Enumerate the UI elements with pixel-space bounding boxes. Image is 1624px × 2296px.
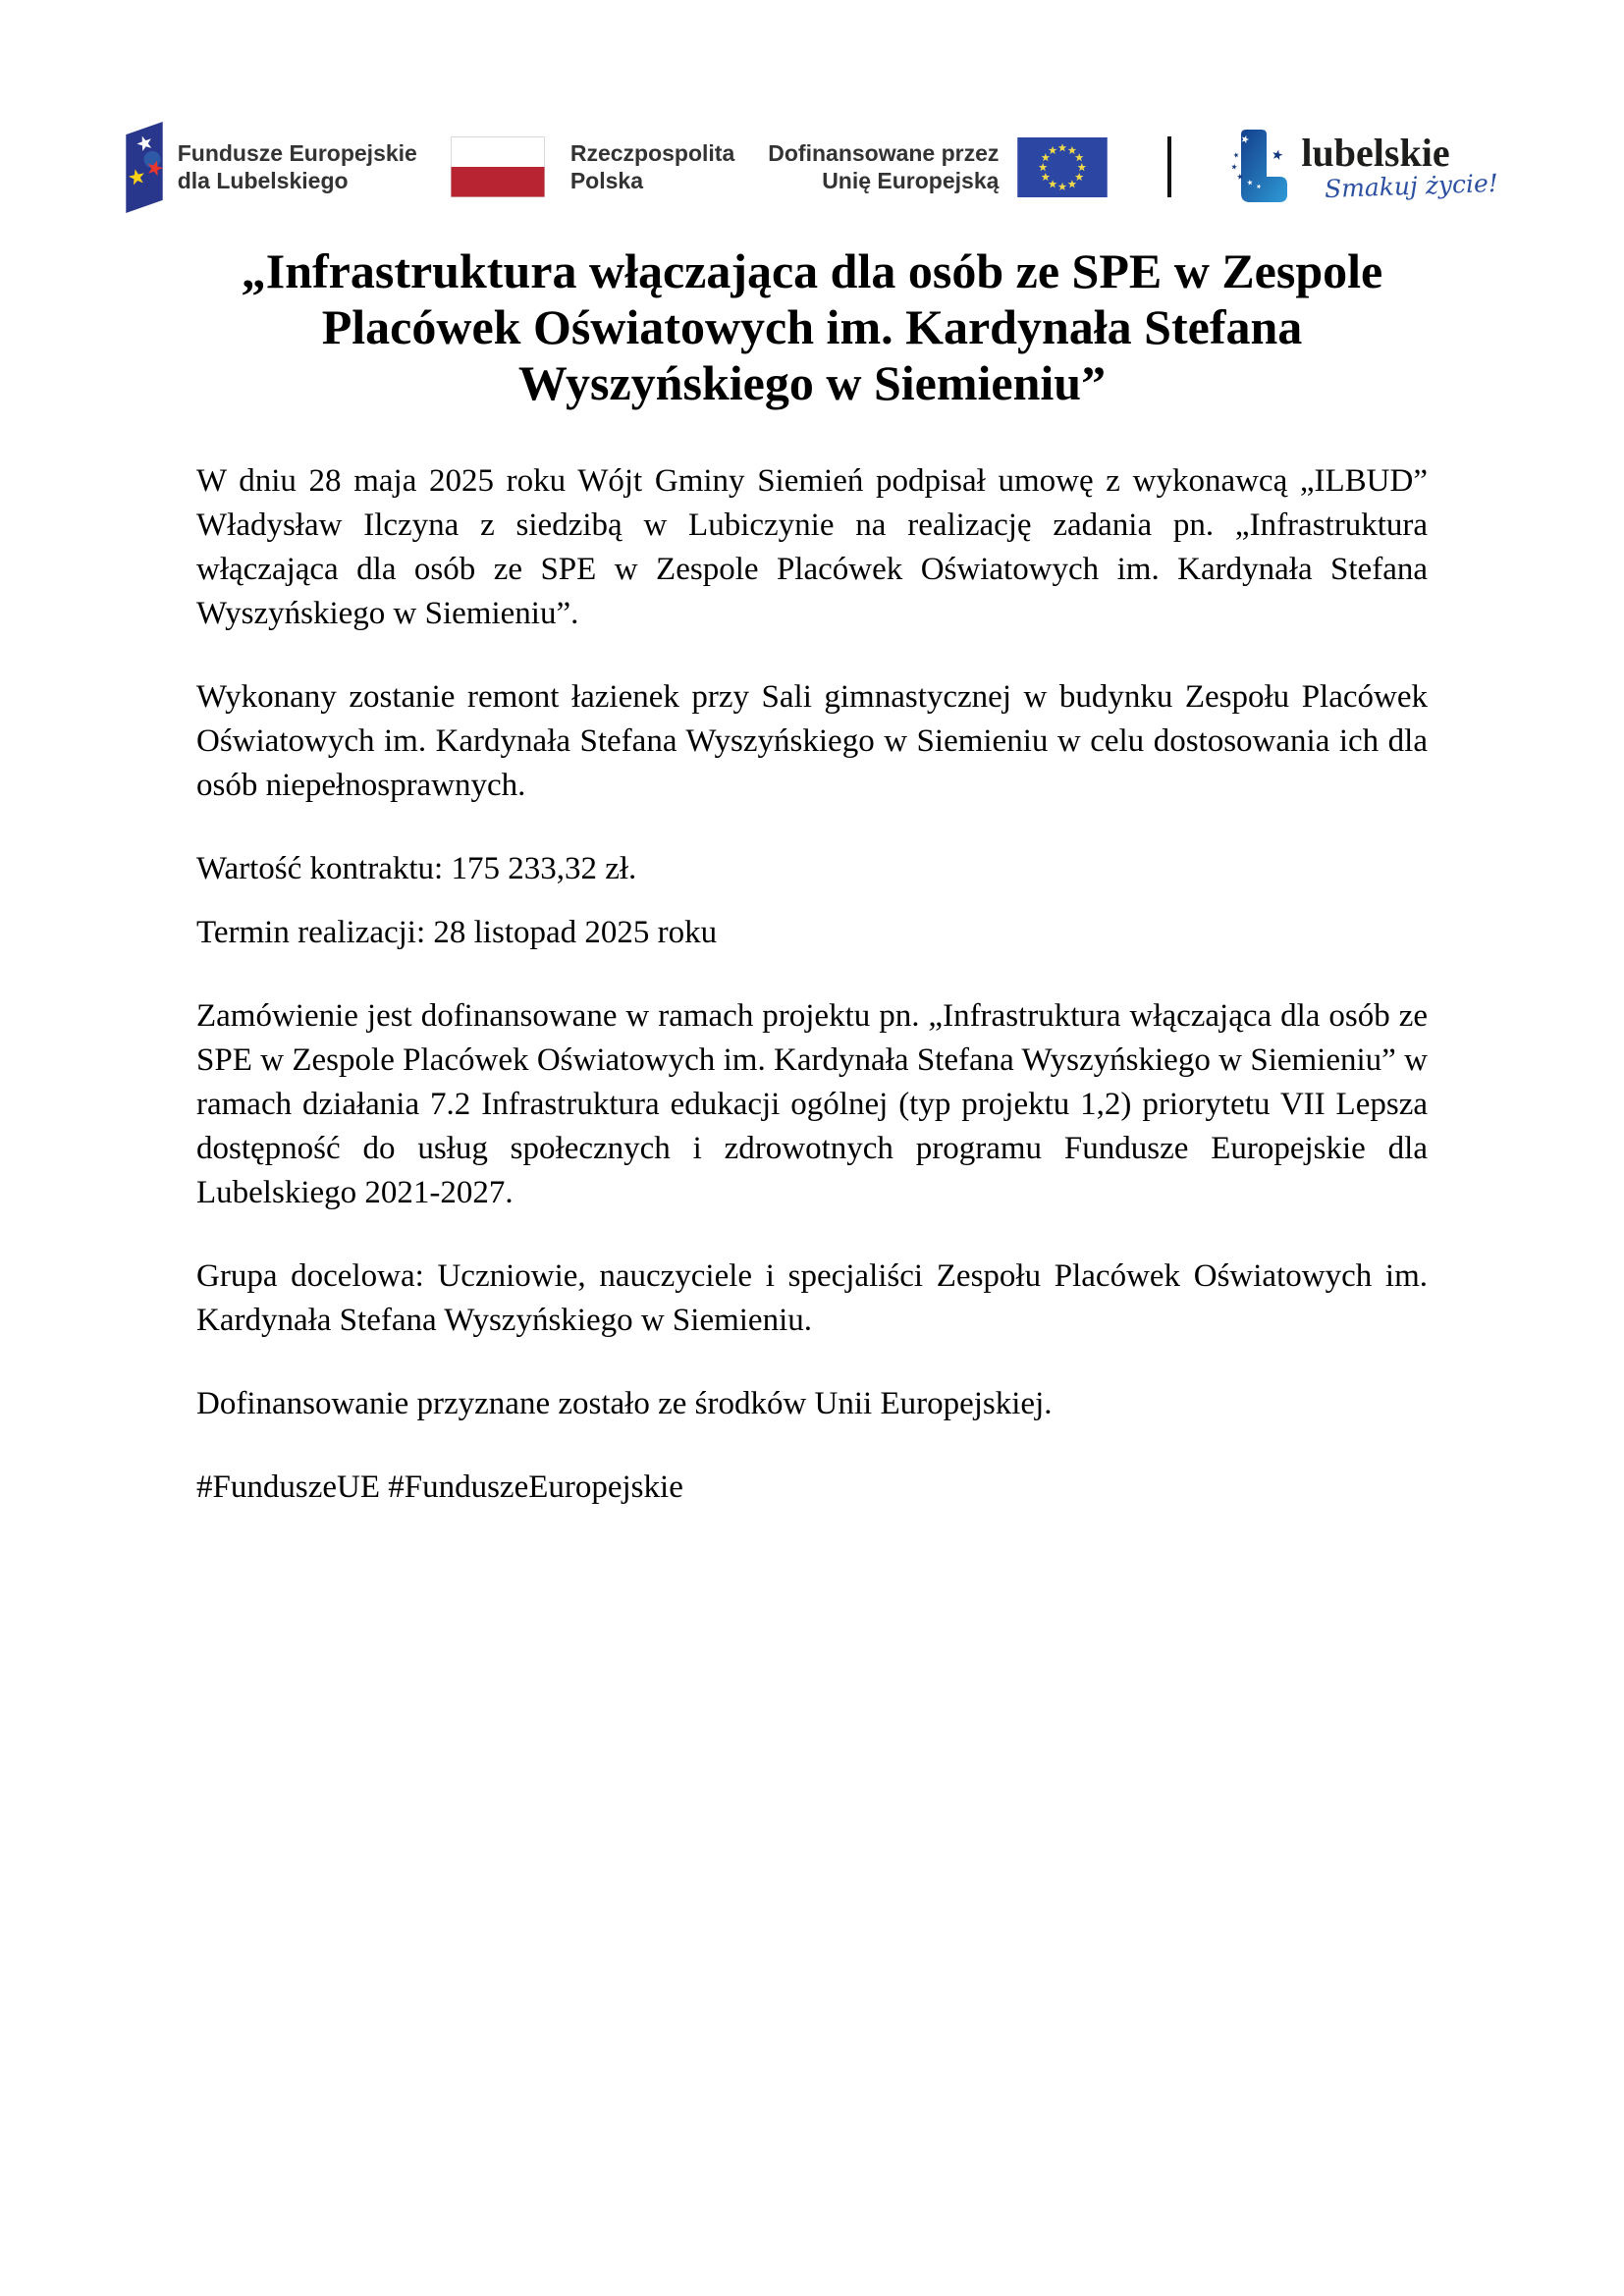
document-title [147,243,1477,411]
lubelskie-name: lubelskie [1301,131,1450,175]
paragraph-funding-project: Zamówienie jest dofinansowane w ramach projektu pn. „Infrastruktura włączająca dla osób ze SPE w Zespole Placówek Oświatowych im. Kardynała Stefana Wyszyńskiego w Siemieniu” w ramach działania 7.2 Infrastruktura edukacji ogólnej (typ projektu 1,2) priorytetu VII Lepsza dostępność do usług społecznych i zdrowotnych programu Fundusze Europejskie dla Lubelskiego 2021-2027. [196,998,1428,1210]
lubelskie-tagline: Smakuj życie! [1324,168,1499,204]
poland-flag-icon [451,136,545,197]
title-line1: „Infrastruktura włączająca dla osób ze SPE w Zespole [241,243,1383,298]
fundusze-europejskie-logo [126,122,417,213]
lubelskie-l-icon [1230,126,1293,208]
fundusze-europejskie-label [178,139,417,194]
poland-flag-red-half [451,167,544,197]
paragraph-eu-funding: Dofinansowanie przyznane zostało ze środków Unii Europejskiej. [196,1386,1053,1421]
eu-funding-logo [768,137,1109,197]
rzeczpospolita-polska-logo [451,136,734,197]
poland-label-line1: Rzeczpospolita [569,140,735,166]
fundusze-label-line2: dla Lubelskiego [177,168,349,193]
rzeczpospolita-polska-label [570,139,734,194]
eu-flag-icon [1016,137,1109,197]
poland-label-line2: Polska [569,168,643,193]
title-line2: Placówek Oświatowych im. Kardynała Stefana [321,299,1303,354]
eu-funding-label [768,139,999,194]
lubelskie-logo [1230,126,1498,208]
funding-logos-header [0,116,1624,218]
lubelskie-label [1301,131,1499,204]
title-line3: Wyszyńskiego w Siemieniu” [517,355,1107,410]
document-body [196,459,1428,1549]
fundusze-europejskie-flag-icon [126,122,163,213]
fundusze-label-line1: Fundusze Europejskie [177,140,417,166]
header-divider [1167,136,1171,197]
eu-label-line2: Unię Europejską [822,168,1000,193]
contract-value-line: Wartość kontraktu: 175 233,32 zł. [196,851,637,886]
deadline-line: Termin realizacji: 28 listopad 2025 roku [196,915,718,950]
eu-label-line1: Dofinansowane przez [768,140,1000,166]
paragraph-renovation-scope: Wykonany zostanie remont łazienek przy Sali gimnastycznej w budynku Zespołu Placówek Oświatowych im. Kardynała Stefana Wyszyńskiego w Siemieniu w celu dostosowania ich dla osób niepełnosprawnych. [196,679,1428,803]
paragraph-target-group: Grupa docelowa: Uczniowie, nauczyciele i specjaliści Zespołu Placówek Oświatowych im. Kardynała Stefana Wyszyńskiego w Siemieniu. [196,1258,1428,1338]
hashtags-line: #FunduszeUE #FunduszeEuropejskie [196,1469,683,1505]
paragraph-contract-signing: W dniu 28 maja 2025 roku Wójt Gminy Siemień podpisał umowę z wykonawcą „ILBUD” Władysław Ilczyna z siedzibą w Lubiczynie na realizację zadania pn. „Infrastruktura włączająca dla osób ze SPE w Zespole Placówek Oświatowych im. Kardynała Stefana Wyszyńskiego w Siemieniu”. [196,463,1428,631]
